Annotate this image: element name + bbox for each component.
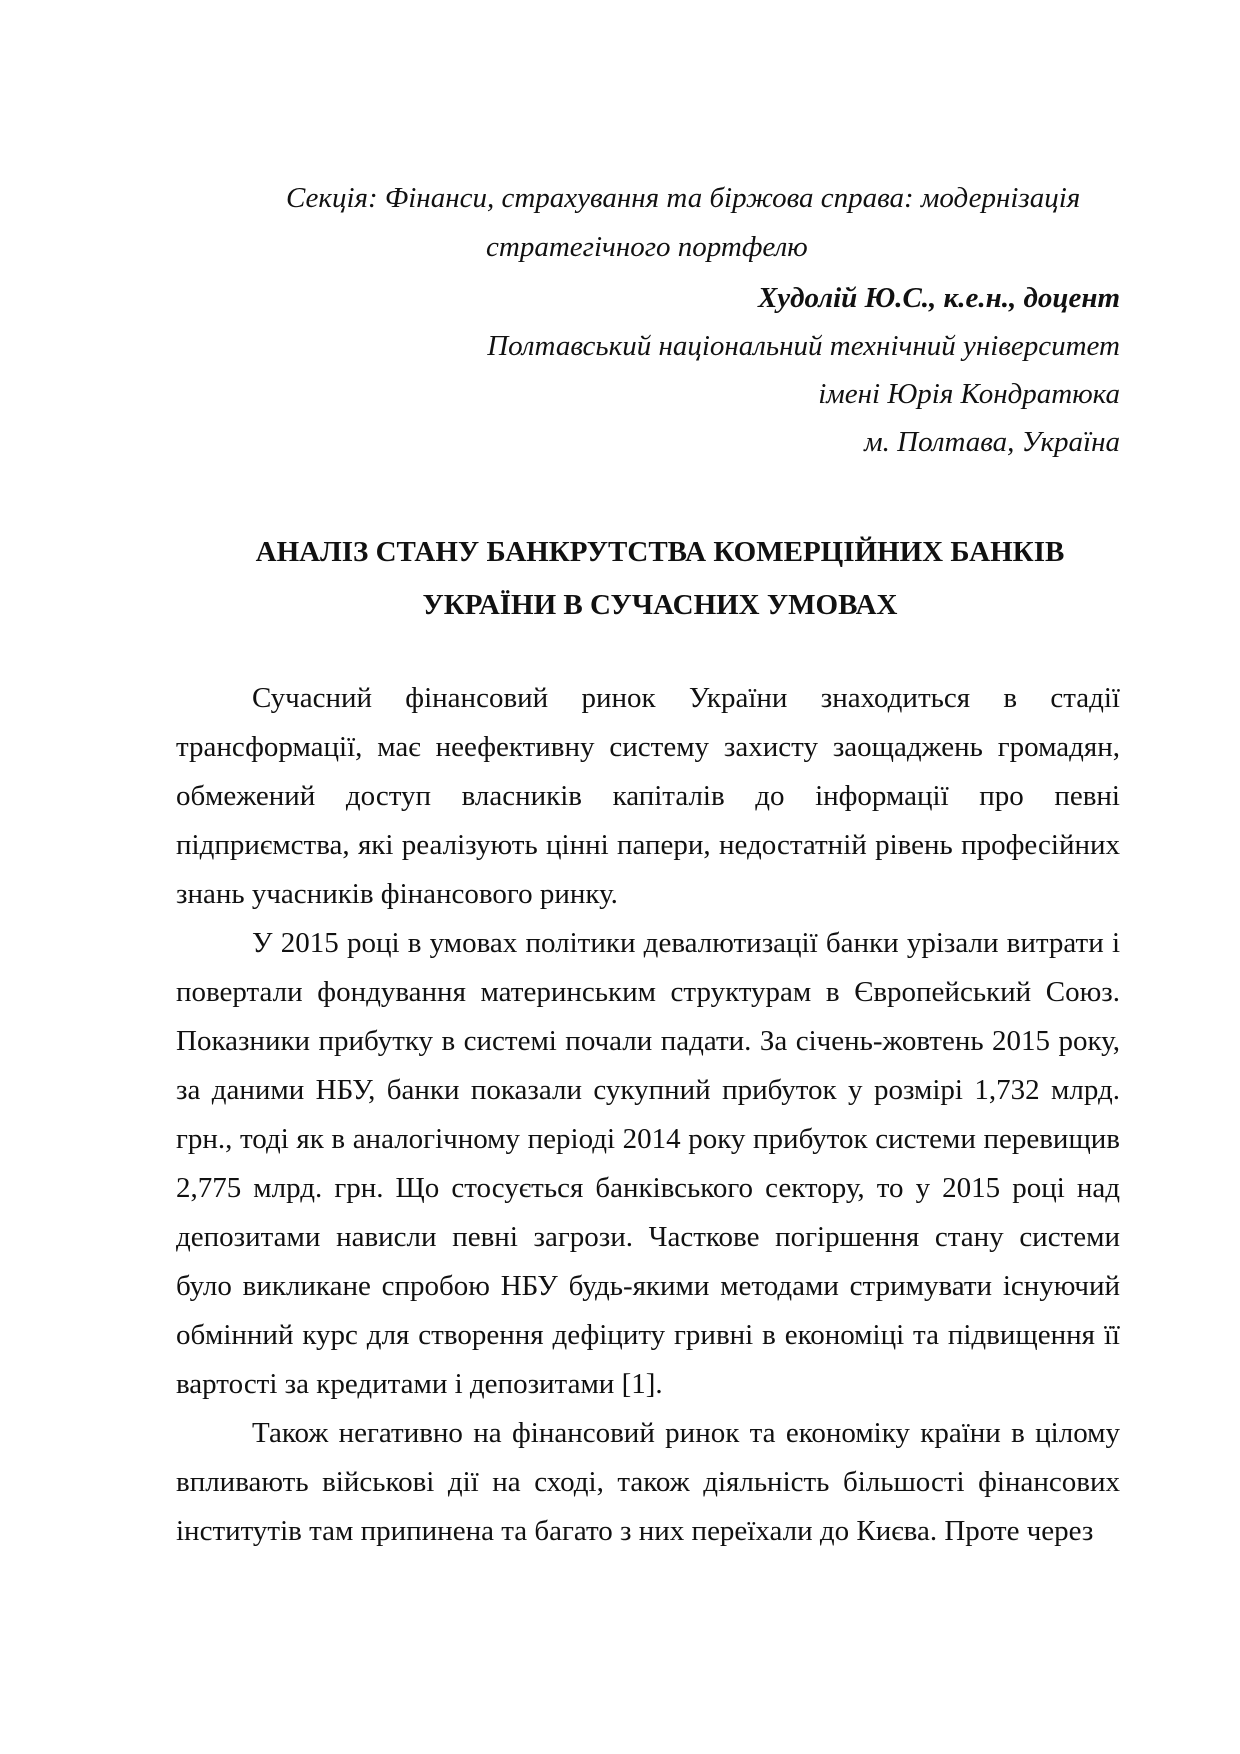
title-line-2: УКРАЇНИ В СУЧАСНИХ УМОВАХ [422,589,898,621]
author-affiliation-line-2: імені Юрія Кондратюка [818,378,1120,410]
section-heading [200,174,1200,272]
article-body [176,674,1120,1556]
author-block [487,274,1120,466]
paragraph-2: У 2015 році в умовах політики девалютизації банки урізали витрати і повертали фондування материнським структурам в Європейський Союз. Показники прибутку в системі почали падати. За січень-жовтень 2015 року, за даними НБУ, банки показали сукупний прибуток у розмірі 1,732 млрд. грн., тоді як в аналогічному періоді 2014 року прибуток системи перевищив 2,775 млрд. грн. Що стосується банківського сектору, то у 2015 році над депозитами нависли певні загрози. Часткове погіршення стану системи було викликане спробою НБУ будь-якими методами стримувати існуючий обмінний курс для створення дефіциту гривні в економіці та підвищення її вартості за кредитами і депозитами [1]. [176,927,1120,1400]
article-title [160,526,1160,632]
author-name: Худолій Ю.С., к.е.н., доцент [757,282,1120,314]
title-line-1: АНАЛІЗ СТАНУ БАНКРУТСТВА КОМЕРЦІЙНИХ БАНКІВ [255,536,1065,568]
section-line-1: Секція: Фінанси, страхування та біржова справа: модернізація [286,182,1081,214]
paragraph-1: Сучасний фінансовий ринок України знаходиться в стадії трансформації, має неефективну систему захисту заощаджень громадян, обмежений доступ власників капіталів до інформації про певні підприємства, які реалізують цінні папери, недостатній рівень професійних знань учасників фінансового ринку. [176,682,1120,910]
author-location: м. Полтава, Україна [864,426,1120,458]
section-line-2: стратегічного портфелю [486,231,808,263]
paragraph-3: Також негативно на фінансовий ринок та економіку країни в цілому впливають військові дії на сході, також діяльність більшості фінансових інститутів там припинена та багато з них переїхали до Києва. Проте через [176,1417,1120,1547]
author-affiliation-line-1: Полтавський національний технічний університет [487,330,1120,362]
